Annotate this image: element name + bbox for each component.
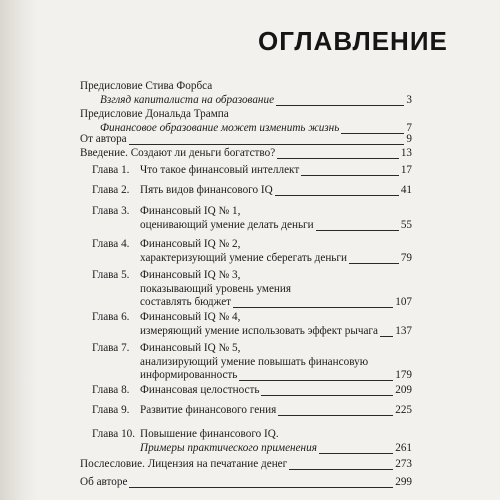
leader-line [301, 175, 399, 176]
chapter-label: Глава 3. [92, 205, 130, 217]
entry-title: Развитие финансового гения [140, 404, 277, 416]
page-number: 9 [406, 133, 412, 145]
page-number: 209 [395, 384, 412, 396]
chapter-label: Глава 7. [92, 342, 130, 354]
chapter-label: Глава 1. [92, 164, 130, 176]
entry-title: Пять видов финансового IQ [140, 184, 273, 196]
entry-title: Финансовый IQ № 5, [140, 342, 241, 354]
toc-entry [0, 476, 500, 492]
page-number: 299 [395, 476, 412, 488]
entry-subtitle: оценивающий умение делать деньги [140, 218, 314, 231]
entry-title: Повышение финансового IQ. [140, 428, 279, 440]
entry-title: Послесловие. Лицензия на печатание денег [80, 458, 288, 470]
entry-title: Введение. Создают ли деньги богатство? [80, 147, 276, 159]
leader-line [289, 469, 393, 470]
toc-entry [0, 342, 500, 385]
page-number: 225 [395, 404, 412, 416]
page-number: 107 [395, 296, 412, 308]
leader-line [316, 230, 399, 231]
toc-entry [0, 238, 500, 267]
chapter-label: Глава 2. [92, 184, 130, 196]
entry-title: Предисловие Дональда Трампа [80, 108, 229, 120]
chapter-label: Глава 9. [92, 404, 130, 416]
entry-title: Финансовый IQ № 1, [140, 205, 241, 217]
chapter-label: Глава 6. [92, 311, 130, 323]
entry-title: Предисловие Стива Форбса [80, 80, 213, 92]
entry-title: Что такое финансовый интеллект [140, 164, 300, 176]
entry-title: Финансовый IQ № 2, [140, 238, 241, 250]
toc-entry [0, 458, 500, 474]
chapter-label: Глава 8. [92, 384, 130, 396]
leader-line [129, 144, 405, 145]
page-number: 7 [406, 121, 412, 134]
leader-line [319, 453, 393, 454]
entry-subtitle: составлять бюджет [140, 296, 232, 308]
entry-subtitle: Финансовое образование может изменить жизнь [100, 121, 340, 134]
page-title: ОГЛАВЛЕНИЕ [258, 26, 448, 56]
page-number: 273 [395, 458, 412, 470]
leader-line [129, 487, 393, 488]
chapter-label: Глава 5. [92, 269, 130, 281]
entry-subtitle: Взгляд капиталиста на образование [100, 93, 275, 106]
toc-entry [0, 269, 500, 312]
entry-title: Об авторе [80, 476, 128, 488]
toc-entry [0, 164, 500, 180]
toc-entry [0, 147, 500, 163]
toc-entry [0, 184, 500, 200]
leader-line [278, 415, 393, 416]
leader-line [233, 307, 393, 308]
chapter-label: Глава 10. [92, 428, 136, 440]
toc-entry [0, 205, 500, 234]
entry-subtitle: характеризующий умение сберегать деньги [140, 251, 347, 264]
toc-entry [0, 428, 500, 457]
page-number: 41 [400, 184, 412, 196]
leader-line [239, 380, 393, 381]
entry-subtitle: показывающий уровень умения [140, 282, 292, 295]
page-number: 13 [400, 147, 412, 159]
toc-entry [0, 384, 500, 400]
leader-line [349, 263, 399, 264]
entry-subtitle: анализирующий умение повышать финансовую [140, 355, 369, 368]
page-number: 55 [400, 218, 412, 231]
entry-title: Финансовый IQ № 3, [140, 269, 241, 281]
toc-entry [0, 80, 500, 109]
leader-line [275, 195, 399, 196]
page-number: 17 [400, 164, 412, 176]
entry-title: Финансовая целостность [140, 384, 260, 396]
leader-line [277, 158, 399, 159]
page-number: 79 [400, 251, 412, 264]
entry-title: От автора [80, 133, 127, 145]
entry-subtitle: информированность [140, 369, 238, 381]
page-number: 137 [395, 324, 412, 337]
page-number: 3 [406, 93, 412, 106]
chapter-label: Глава 4. [92, 238, 130, 250]
entry-title: Финансовый IQ № 4, [140, 311, 241, 323]
entry-subtitle: Примеры практического применения [140, 441, 317, 454]
leader-line [261, 395, 393, 396]
toc-entry [0, 404, 500, 420]
leader-line [276, 105, 404, 106]
page-number: 179 [395, 369, 412, 381]
leader-line [380, 336, 393, 337]
page-number: 261 [395, 441, 412, 454]
entry-subtitle: измеряющий умение использовать эффект рычага [140, 324, 378, 337]
toc-entry [0, 311, 500, 340]
